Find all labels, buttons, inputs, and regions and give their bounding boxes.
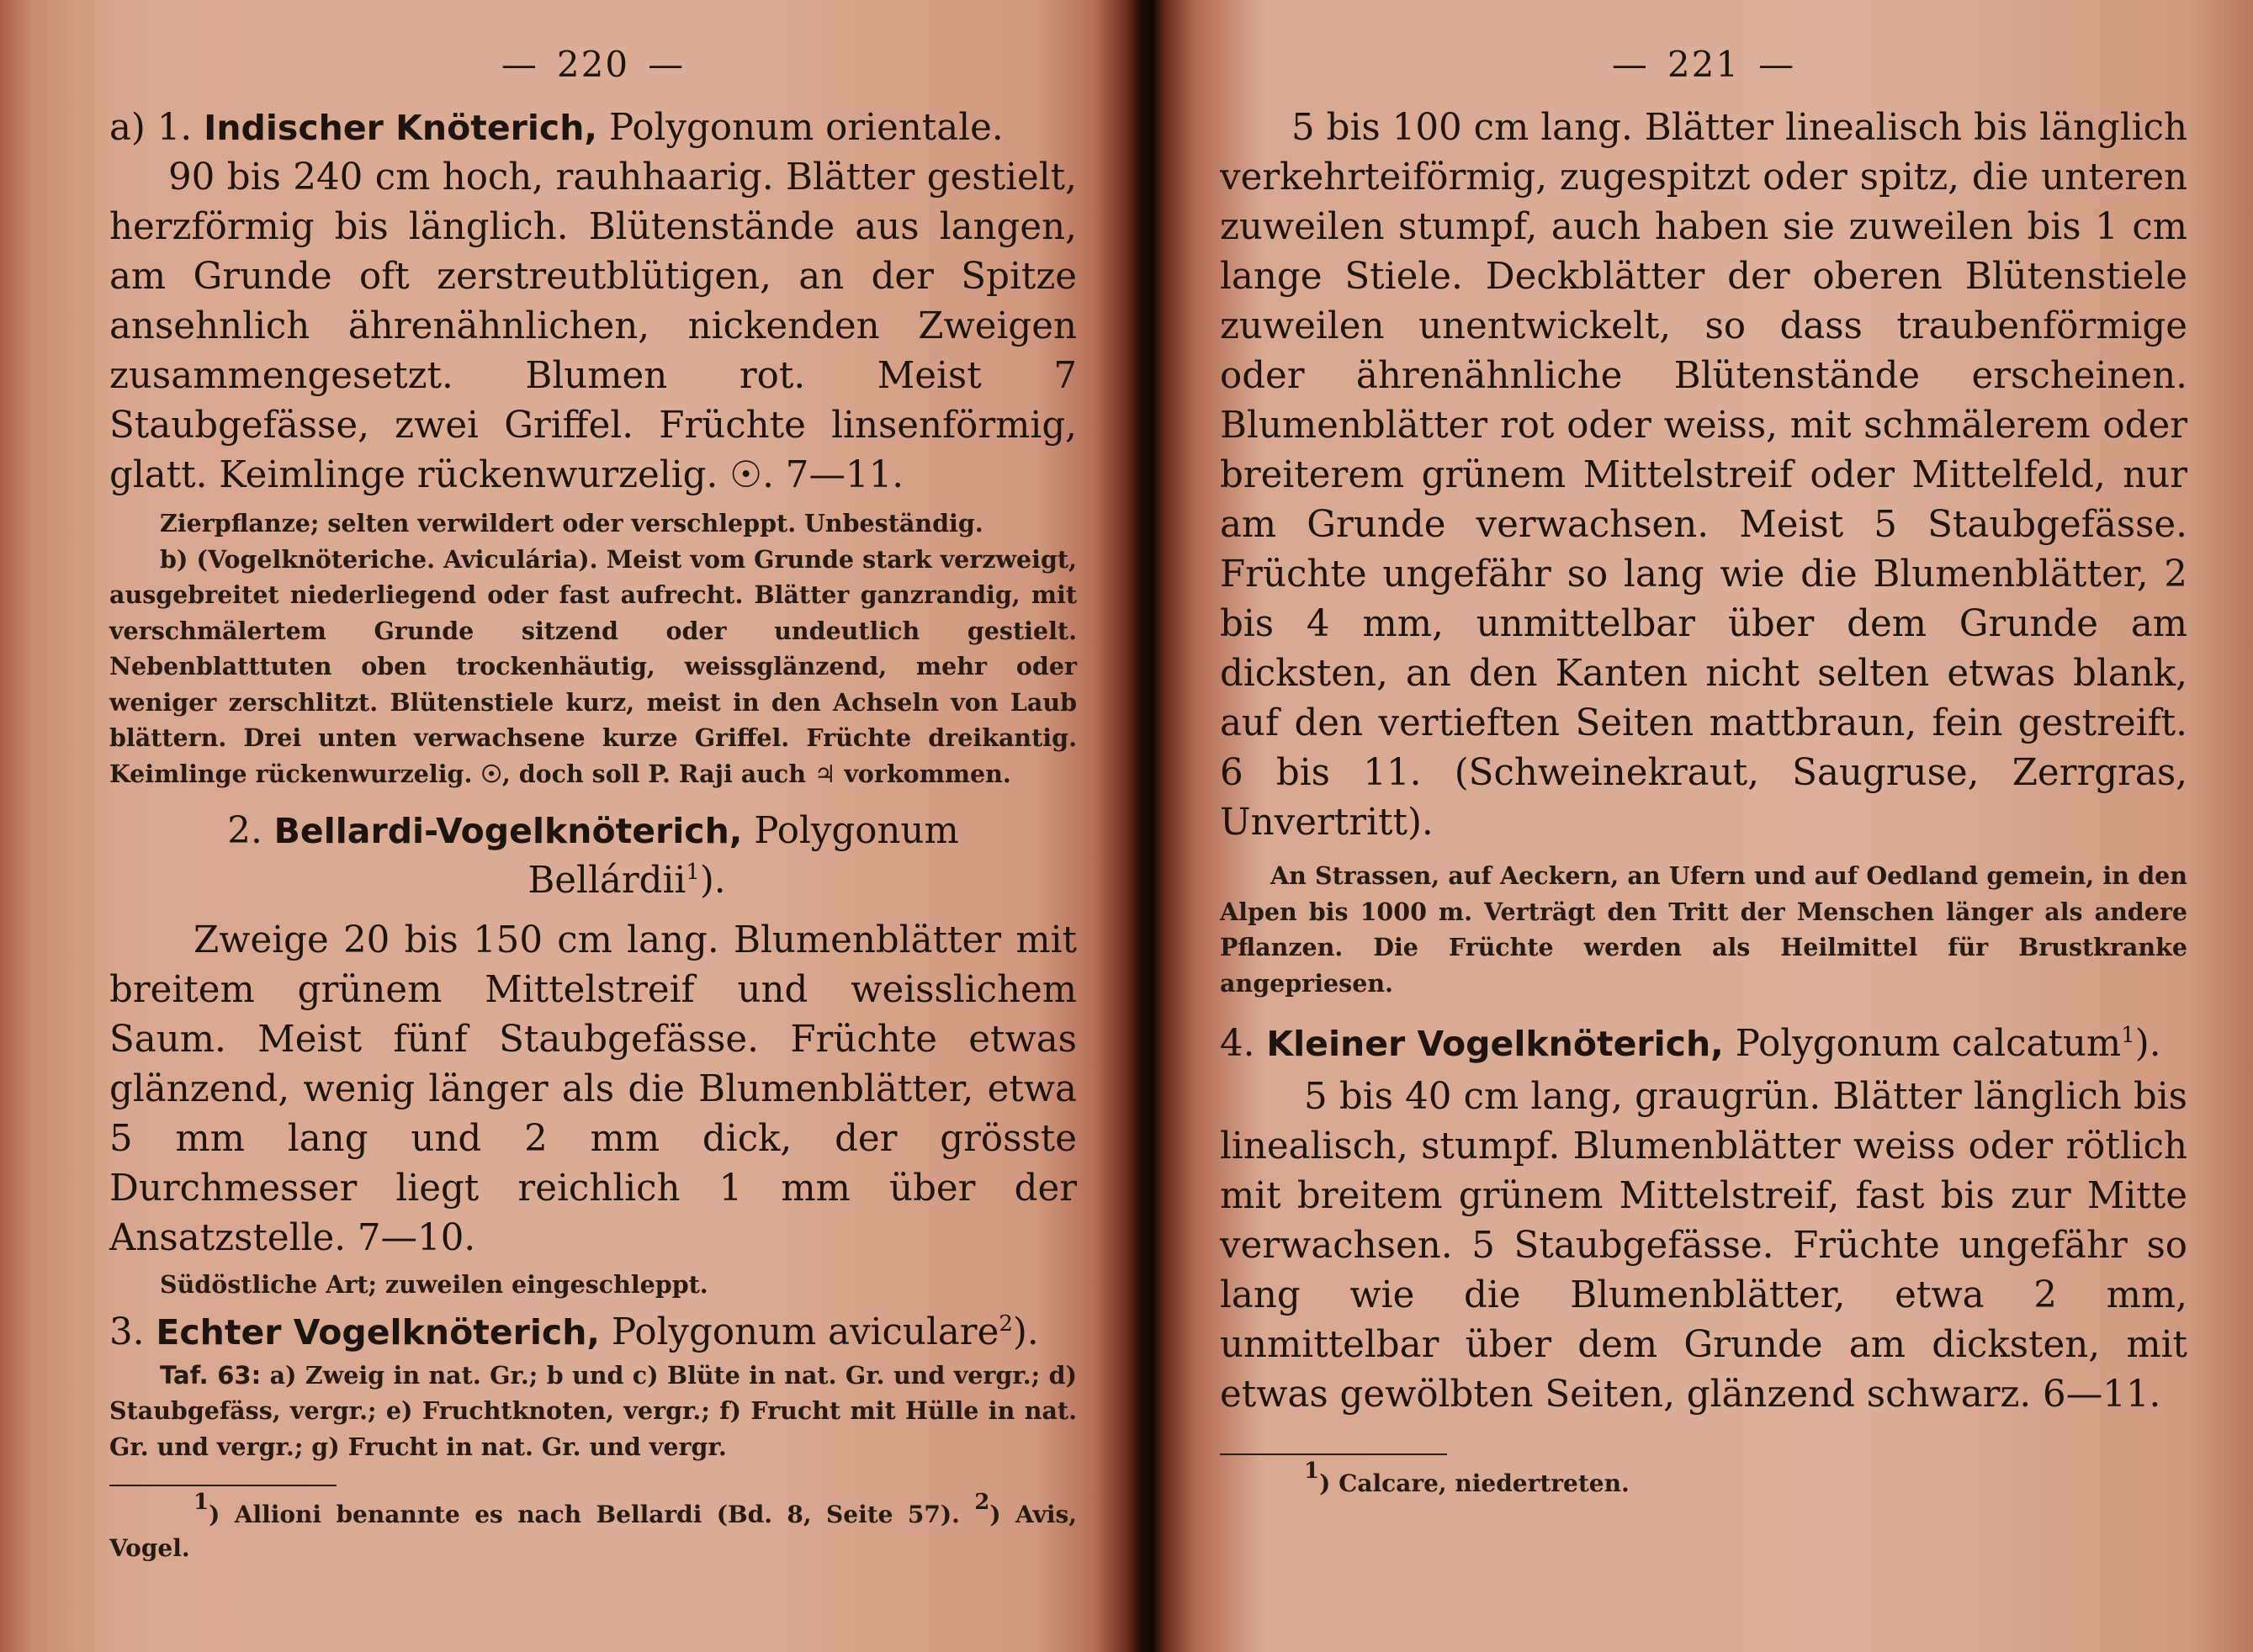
dash: — xyxy=(501,44,538,85)
latin-end: ). xyxy=(699,860,726,902)
common-name: Kleiner Vogelknöterich, xyxy=(1266,1024,1724,1064)
entry-label: 3. xyxy=(109,1310,145,1353)
entry-label: 4. xyxy=(1220,1023,1255,1065)
latin-name: Bellárdii xyxy=(527,860,687,902)
dash: — xyxy=(648,44,686,85)
common-name: Echter Vogelknöterich, xyxy=(156,1311,600,1353)
entry-label: 2. xyxy=(227,810,262,852)
group-description: b) (Vogelknöteriche. Aviculária). Meist vom Grunde stark verzweigt, ausgebreitet niederliegend oder fast aufrecht. Blätter ganzrandig, mit verschmälertem Grunde sitzend oder undeutlich gestielt. Nebenblatttuten oben trockenhäutig, weissglänzend, mehr oder weniger zerschlitzt. Blütenstiele kurz, meist in den Achseln von Laub blättern. Drei unten verwachsene kurze Griffel. Früchte dreikantig. Keimlinge rückenwurzelig. ☉, doch soll P. Raji auch ♃ vorkommen. xyxy=(109,544,1077,788)
entry-bellardi-vogelknoeterich xyxy=(109,807,1077,1303)
left-page xyxy=(109,0,1077,1652)
right-page-number-line xyxy=(1220,44,2187,85)
entry-heading xyxy=(109,807,1077,856)
entry-description: 5 bis 40 cm lang, graugrün. Blätter länglich bis linealisch, stumpf. Blumenblätter weiss oder rötlich mit breitem grünem Mittelstreif, fast bis zur Mitte verwachsen. 5 Staubgefässe. Früchte ungefähr so lang wie die Blumenblätter, etwa 2 mm, unmittelbar über dem Grunde am dicksten, mit etwas gewölbten Seiten, glänzend schwarz. 6—11. xyxy=(1220,1076,2187,1416)
footnote-2: ) Avis, Vogel. xyxy=(109,1501,1077,1562)
footnote-mark: 1 xyxy=(1304,1459,1320,1484)
entry-echter-vogelknoeterich-cont xyxy=(1220,103,2187,1001)
footnote-mark: 1 xyxy=(193,1490,209,1515)
plate-text: a) Zweig in nat. Gr.; b und c) Blüte in nat. Gr. und vergr.; d) Staubgefäss, vergr.; e) Fruchtknoten, vergr.; f) Frucht mit Hülle in nat. Gr. und vergr.; g) Frucht in nat. Gr. und vergr. xyxy=(109,1360,1077,1461)
entry-echter-vogelknoeterich xyxy=(109,1308,1077,1465)
latin-name: Polygonum xyxy=(754,810,959,852)
page-number: 221 xyxy=(1667,44,1741,85)
footnote-1: ) Calcare, niedertreten. xyxy=(1319,1469,1630,1497)
entry-kleiner-vogelknoeterich xyxy=(1220,1019,2187,1420)
footnote-mark: 1 xyxy=(2121,1023,2135,1048)
latin-name: Polygonum calcatum xyxy=(1735,1023,2122,1065)
latin-end: ). xyxy=(1012,1310,1039,1353)
common-name: Indischer Knöterich, xyxy=(204,108,597,148)
entry-heading xyxy=(1220,1019,2187,1069)
page-number: 220 xyxy=(556,44,630,85)
entry-label: a) 1. xyxy=(109,107,193,149)
entry-description: 90 bis 240 cm hoch, rauhhaarig. Blätter gestielt, herzförmig bis länglich. Blütenstände aus langen, am Grunde oft zerstreutblütigen, an der Spitze ansehnlich ährenähnlichen, nickenden Zweigen zusammengesetzt. Blumen rot. Meist 7 Staubgefässe, zwei Griffel. Früchte linsenförmig, glatt. Keimlinge rückenwurzelig. ☉. 7—11. xyxy=(109,156,1077,496)
entry-heading xyxy=(109,1308,1077,1358)
footnote-1: ) Allioni benannte es nach Bellardi (Bd. 8, Seite 57). xyxy=(209,1501,960,1528)
common-name: Bellardi-Vogelknöterich, xyxy=(273,811,743,851)
entry-description: 5 bis 100 cm lang. Blätter linealisch bis länglich verkehrteiförmig, zugespitzt oder spitz, die unteren zuweilen stumpf, auch haben sie zuweilen bis 1 cm lange Stiele. Deckblätter der oberen Blütenstiele zuweilen unentwickelt, so dass traubenförmige oder ährenähnliche Blütenstände erscheinen. Blumenblätter rot oder weiss, mit schmälerem oder breiterem grünem Mittelstreif oder Mittelfeld, nur am Grunde verwachsen. Meist 5 Staubgefässe. Früchte ungefähr so lang wie die Blumenblätter, 2 bis 4 mm, unmittelbar über dem Grunde am dicksten, an den Kanten nicht selten etwas blank, auf den vertieften Seiten mattbraun, fein gestreift. 6 bis 11. (Schweinekraut, Saugruse, Zerrgras, Unvertritt). xyxy=(1220,107,2187,844)
latin-end: ). xyxy=(2134,1023,2161,1065)
footnote-rule xyxy=(1220,1453,1447,1455)
entry-note: Zierpflanze; selten verwildert oder verschleppt. Unbeständig. xyxy=(160,509,983,537)
dash: — xyxy=(1611,44,1649,85)
footnote-rule xyxy=(109,1485,337,1486)
dash: — xyxy=(1758,44,1796,85)
entry-heading xyxy=(109,103,1077,153)
entry-heading-cont xyxy=(109,856,1077,906)
plate-label: Taf. 63: xyxy=(160,1360,262,1390)
plate-caption xyxy=(109,1358,1077,1465)
footnote-mark: 2 xyxy=(974,1490,990,1515)
left-page-number-line xyxy=(109,44,1077,85)
right-page xyxy=(1220,0,2187,1652)
footnotes xyxy=(109,1490,1077,1565)
footnotes xyxy=(1220,1459,2187,1501)
entry-indischer-knoeterich xyxy=(109,103,1077,792)
entry-description: Zweige 20 bis 150 cm lang. Blumenblätter mit breitem grünem Mittelstreif und weisslichem Saum. Meist fünf Staubgefässe. Früchte etwas glänzend, wenig länger als die Blumenblätter, etwa 5 mm lang und 2 mm dick, der grösste Durchmesser liegt reichlich 1 mm über der Ansatzstelle. 7—10. xyxy=(109,919,1077,1259)
entry-note: An Strassen, auf Aeckern, an Ufern und auf Oedland gemein, in den Alpen bis 1000 m. Verträgt den Tritt der Menschen länger als andere Pflanzen. Die Früchte werden als Heilmittel für Brustkranke angepriesen. xyxy=(1220,861,2187,998)
latin-name: Polygonum orientale. xyxy=(608,107,1004,149)
footnote-mark: 2 xyxy=(999,1310,1013,1337)
footnote-mark: 1 xyxy=(686,860,700,885)
entry-note: Südöstliche Art; zuweilen eingeschleppt. xyxy=(160,1270,708,1299)
latin-name: Polygonum aviculare xyxy=(611,1310,999,1353)
